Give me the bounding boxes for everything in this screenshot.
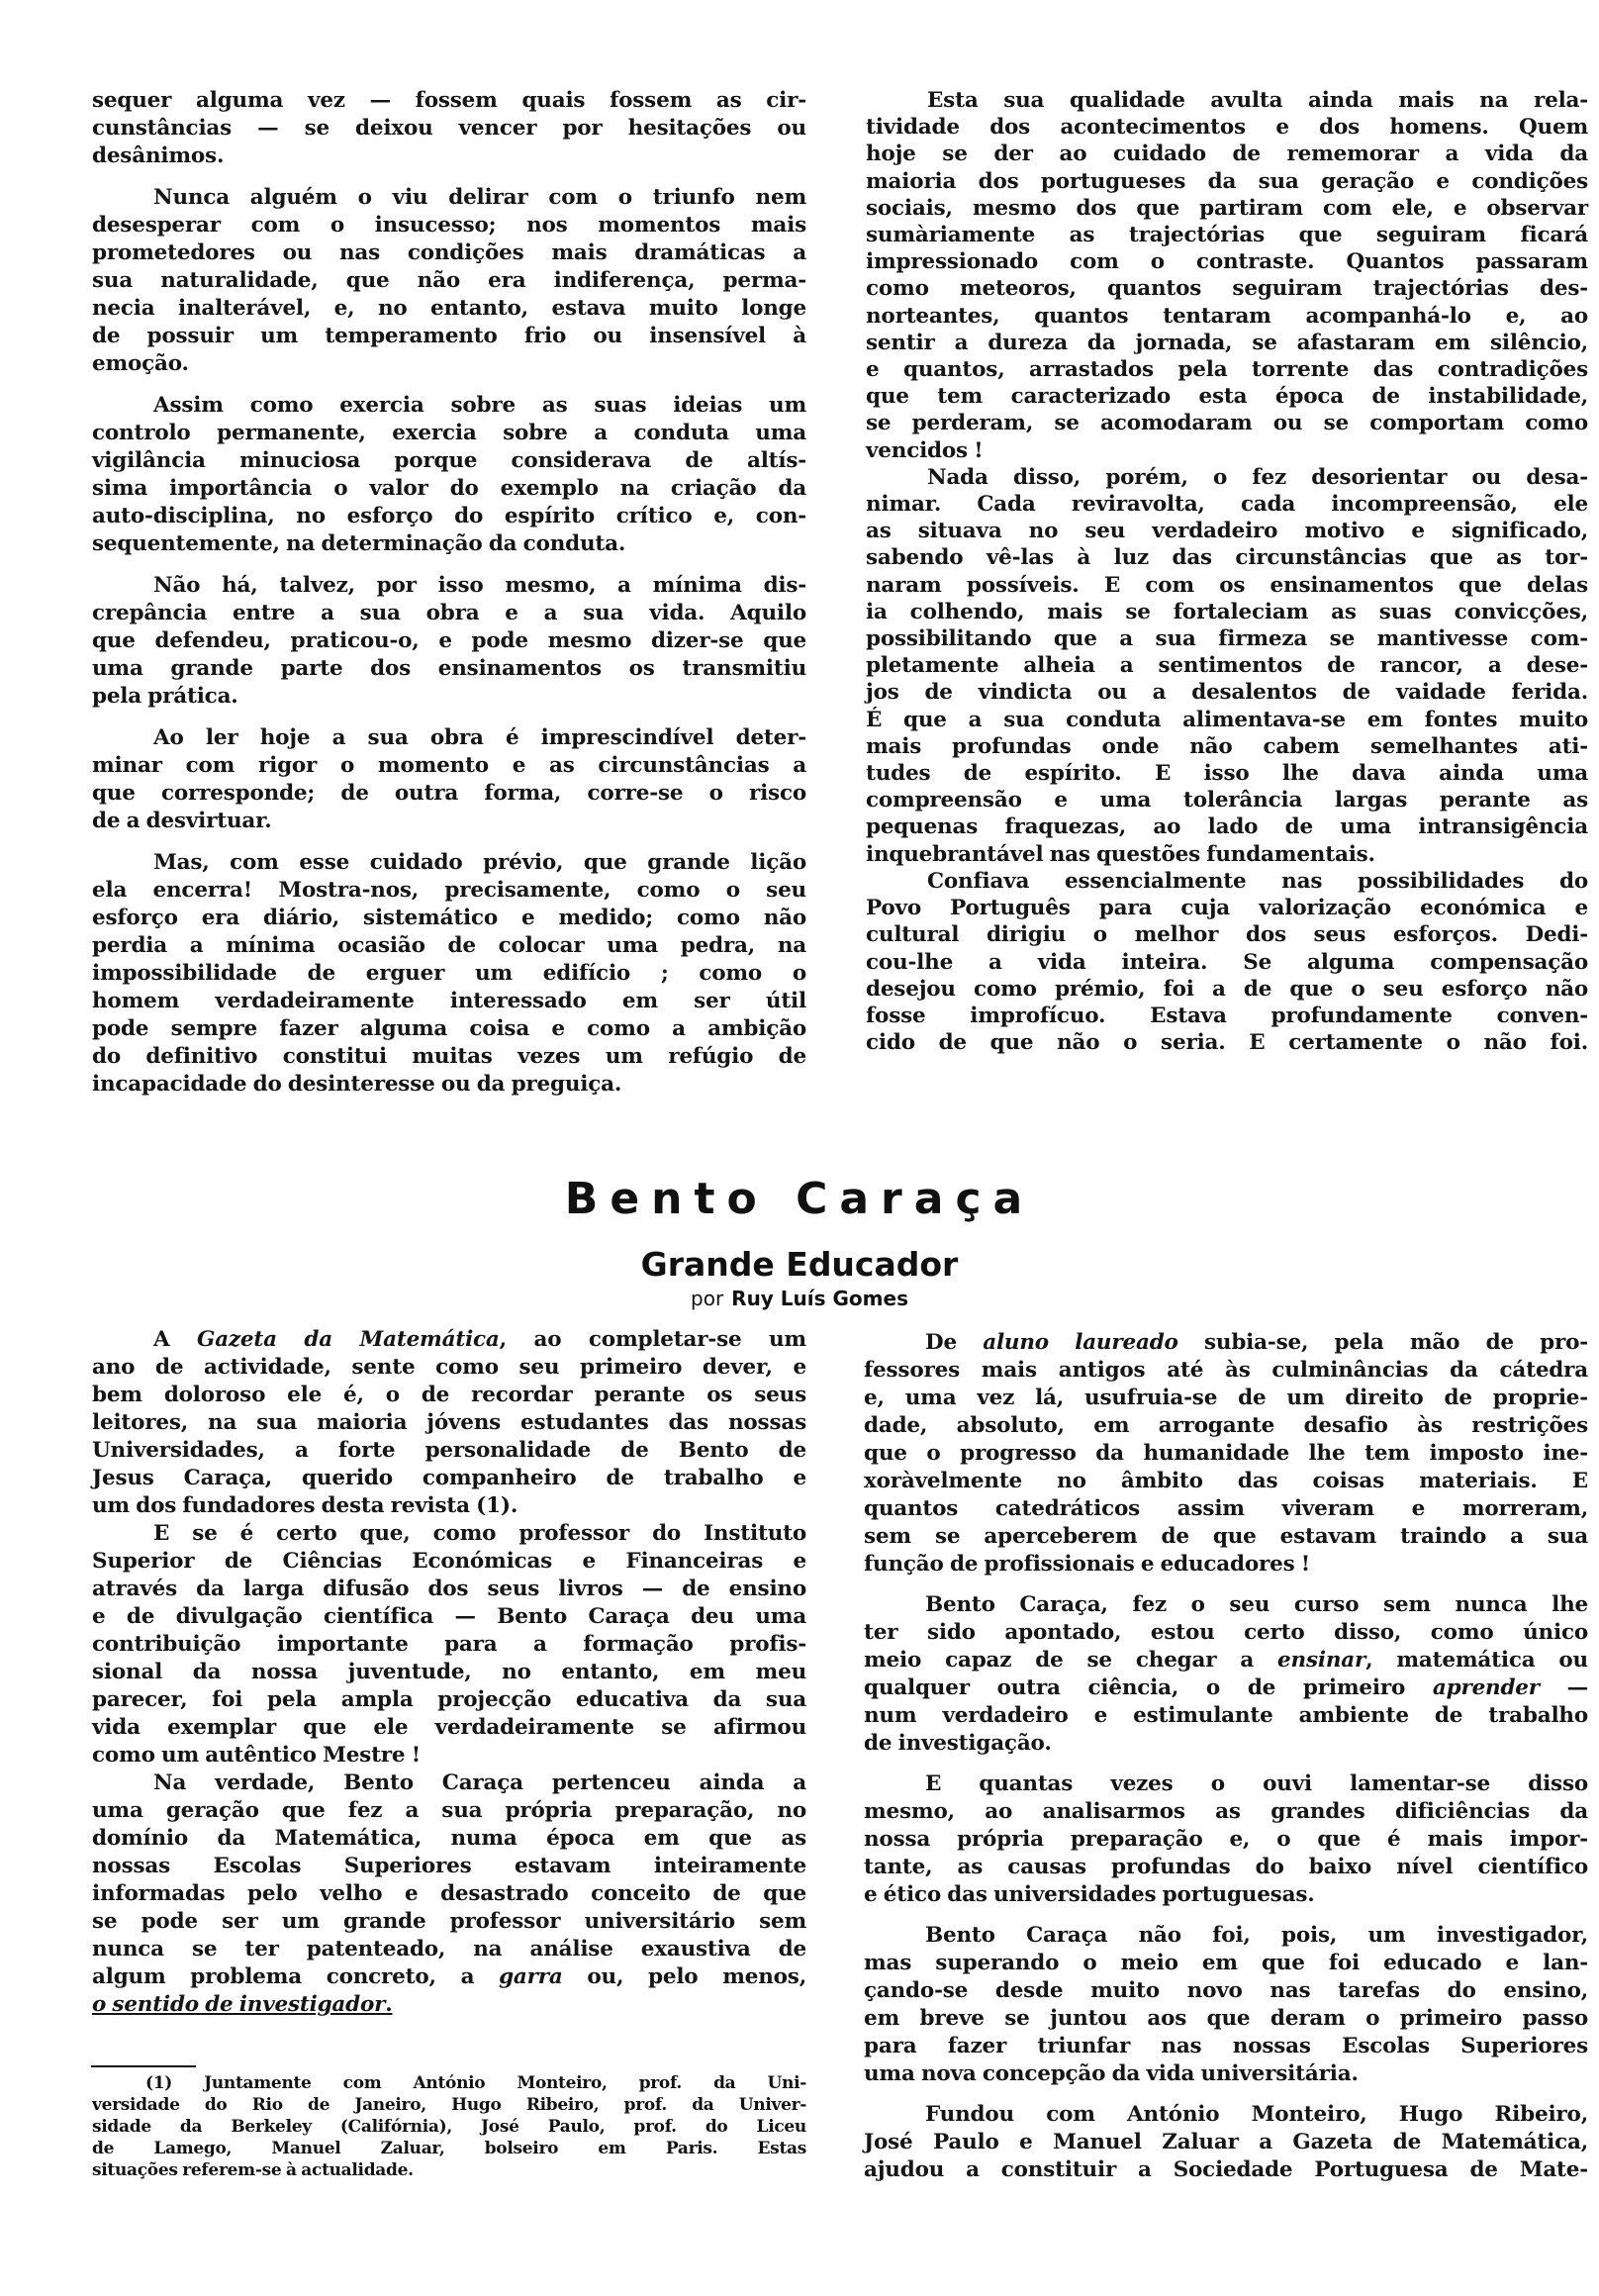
text-line: parecer, foi pela ampla projecção educativa da sua: [92, 1687, 806, 1712]
footnote-line: situações referem-se à actualidade.: [92, 2160, 414, 2180]
text-line: que defendeu, praticou-o, e pode mesmo dizer-se que: [92, 628, 806, 653]
paragraph: [864, 2101, 1588, 2184]
text-line: maioria dos portugueses da sua geração e condições: [866, 168, 1588, 194]
text-line: domínio da Matemática, numa época em que as: [92, 1826, 806, 1851]
paragraph: [864, 1329, 1588, 1578]
text-line: compreensão e uma tolerância largas perante as: [866, 788, 1588, 813]
text-line: pela prática.: [92, 684, 238, 709]
text-line: Nunca alguém o viu delirar com o triunfo nem: [153, 185, 806, 210]
text-line: desesperar com o insucesso; nos momentos mais: [92, 213, 806, 238]
footnote-divider: [91, 2065, 196, 2067]
text-line: sima importância o valor do exemplo na criação da: [92, 476, 806, 501]
text-line: se perderam, se acomodaram ou se comportam como: [866, 411, 1588, 436]
text-line: auto-disciplina, no esforço do espírito crítico e, con-: [92, 504, 806, 528]
text-line: nunca se ter patenteado, na análise exaustiva de: [92, 1937, 806, 1961]
text-line: de possuir um temperamento frio ou insensível à: [92, 324, 806, 348]
text-line: algum problema concreto, a garra ou, pelo menos,: [92, 1964, 806, 1989]
paragraph: [864, 1770, 1588, 1909]
text-line: ano de actividade, sente como seu primeiro dever, e: [92, 1355, 806, 1380]
text-line: nimar. Cada reviravolta, cada incompreensão, ele: [866, 492, 1588, 518]
text-line: ajudou a constituir a Sociedade Portuguesa de Mate-: [864, 2157, 1588, 2182]
text-line: esforço era diário, sistemático e medido; como não: [92, 906, 806, 930]
text-line: como meteoros, quantos seguiram trajectórias des-: [866, 276, 1588, 302]
footnote: [92, 2072, 806, 2181]
text-line: num verdadeiro e estimulante ambiente de trabalho: [864, 1703, 1588, 1728]
lower-left-column: [92, 1326, 806, 2019]
text-line: dade, absoluto, em arrogante desafio às restrições: [864, 1413, 1588, 1438]
text-line: sem se aperceberem de que estavam traindo a sua: [864, 1524, 1588, 1549]
text-line: que corresponde; de outra forma, corre-se o risco: [92, 781, 806, 806]
text-line: Fundou com António Monteiro, Hugo Ribeiro,: [925, 2102, 1588, 2127]
text-line: através da larga difusão dos seus livros — de ensino: [92, 1577, 806, 1601]
text-line: possibilitando que a sua firmeza se mantivesse com-: [866, 626, 1588, 652]
text-line: desejou como prémio, foi a de que o seu esforço não: [866, 976, 1588, 1002]
text-line: sumàriamente as trajectórias que seguiram ficará: [866, 223, 1588, 248]
text-line: tudes de espírito. E isso lhe dava ainda uma: [866, 761, 1588, 787]
text-line: uma geração que fez a sua própria preparação, no: [92, 1798, 806, 1823]
text-line: uma grande parte dos ensinamentos os transmitiu: [92, 656, 806, 681]
text-line: sua naturalidade, que não era indiferença, perma-: [92, 268, 806, 293]
text-line: que o progresso da humanidade lhe tem imposto ine-: [864, 1441, 1588, 1466]
paragraph: [866, 464, 1588, 868]
text-line: homem verdadeiramente interessado em ser útil: [92, 989, 806, 1013]
text-line: inquebrantável nas questões fundamentais.: [866, 841, 1375, 867]
paragraph: [92, 1326, 806, 1520]
paragraph: [92, 724, 806, 835]
text-line: fosse improfícuo. Estava profundamente conven-: [866, 1003, 1588, 1028]
footnote-line: (1) Juntamente com António Monteiro, prof. da Uni-: [145, 2073, 806, 2093]
paragraph: [92, 1770, 806, 2019]
text-line: desânimos.: [92, 144, 225, 168]
text-line: de a desvirtuar.: [92, 809, 272, 833]
text-line: tividade dos acontecimentos e dos homens. Quem: [866, 115, 1588, 141]
text-line: qualquer outra ciência, o de primeiro aprender —: [864, 1675, 1588, 1700]
text-line: cido de que não o seria. E certamente o não foi.: [866, 1030, 1588, 1056]
text-line: se pode ser um grande professor universitário sem: [92, 1909, 806, 1934]
text-line: vencidos !: [866, 437, 984, 463]
text-line: e, uma vez lá, usufruia-se de um direito de proprie-: [864, 1386, 1588, 1410]
text-line: e ético das universidades portuguesas.: [864, 1882, 1315, 1907]
paragraph: [864, 1922, 1588, 2088]
text-line: do definitivo constitui muitas vezes um refúgio de: [92, 1044, 806, 1069]
text-line: mesmo, ao analisarmos as grandes dificiências da: [864, 1799, 1588, 1824]
text-line: o sentido de investigador.: [92, 1992, 393, 2017]
article-subtitle: Grande Educador: [640, 1245, 959, 1284]
text-line: prometedores ou nas condições mais dramáticas a: [92, 240, 806, 265]
text-line: bem doloroso ele é, o de recordar perante os seus: [92, 1383, 806, 1407]
text-line: tante, as causas profundas do baixo nível científico: [864, 1855, 1588, 1879]
text-line: sequer alguma vez — fossem quais fossem as cir-: [92, 88, 806, 113]
paragraph: [92, 392, 806, 558]
text-line: Na verdade, Bento Caraça pertenceu ainda a: [153, 1770, 806, 1795]
text-line: Nada disso, porém, o fez desorientar ou desa-: [927, 464, 1588, 490]
text-line: minar com rigor o momento e as circunstâncias a: [92, 753, 806, 778]
paragraph: [864, 1591, 1588, 1758]
footnote-line: de Lamego, Manuel Zaluar, bolseiro em Paris. Estas: [92, 2139, 806, 2158]
text-line: norteantes, quantos tentaram acompanhá-lo e, ao: [866, 303, 1588, 329]
text-line: É que a sua conduta alimentava-se em fontes muito: [866, 707, 1588, 732]
footnote-line: sidade da Berkeley (Califórnia), José Paulo, prof. do Liceu: [92, 2117, 806, 2137]
text-line: Universidades, a forte personalidade de Bento de: [92, 1438, 806, 1463]
text-line: uma nova concepção da vida universitária.: [864, 2061, 1359, 2086]
text-line: naram possíveis. E com os ensinamentos que delas: [866, 572, 1588, 598]
paragraph: [92, 572, 806, 711]
text-line: mas superando o meio em que foi educado e lan-: [864, 1951, 1588, 1975]
text-line: um dos fundadores desta revista (1).: [92, 1493, 518, 1518]
text-line: sequentemente, na determinação da conduta.: [92, 531, 626, 556]
text-line: Jesus Caraça, querido companheiro de trabalho e: [92, 1466, 806, 1490]
text-line: as situava no seu verdadeiro motivo e significado,: [866, 519, 1588, 544]
text-line: função de profissionais e educadores !: [864, 1552, 1311, 1577]
text-line: vigilância minuciosa porque considerava de altís-: [92, 448, 806, 473]
text-line: Não há, talvez, por isso mesmo, a mínima dis-: [153, 573, 806, 598]
text-line: sabendo vê-las à luz das circunstâncias que as tor-: [866, 545, 1588, 571]
text-line: E quantas vezes o ouvi lamentar-se disso: [925, 1771, 1588, 1796]
text-line: incapacidade do desinteresse ou da preguiça.: [92, 1072, 622, 1097]
author-name: Ruy Luís Gomes: [731, 1287, 908, 1310]
text-line: pode sempre fazer alguma coisa e como a ambição: [92, 1016, 806, 1041]
text-line: emoção.: [92, 351, 189, 376]
text-line: crepância entre a sua obra e a sua vida. Aquilo: [92, 601, 806, 625]
text-line: de investigação.: [864, 1731, 1052, 1756]
text-line: para fazer triunfar nas nossas Escolas Superiores: [864, 2034, 1588, 2058]
text-line: pequenas fraquezas, ao lado de uma intransigência: [866, 814, 1588, 840]
text-line: pletamente alheia a sentimentos de rancor, a dese-: [866, 653, 1588, 679]
paragraph: [866, 87, 1588, 464]
text-line: impressionado com o contraste. Quantos passaram: [866, 249, 1588, 275]
text-line: çando-se desde muito novo nas tarefas do ensino,: [864, 1978, 1588, 2003]
text-line: jos de vindicta ou a desalentos de vaidade ferida.: [866, 680, 1588, 706]
text-line: Bento Caraça não foi, pois, um investigador,: [925, 1923, 1588, 1948]
upper-right-column: [866, 87, 1588, 1056]
paragraph: [92, 849, 806, 1099]
text-line: nossas Escolas Superiores estavam inteiramente: [92, 1854, 806, 1878]
text-line: controlo permanente, exercia sobre a conduta uma: [92, 421, 806, 445]
text-line: Assim como exercia sobre as suas ideias um: [153, 393, 806, 418]
text-line: cou-lhe a vida inteira. Se alguma compensação: [866, 949, 1588, 975]
byline-prefix: por: [691, 1287, 724, 1310]
text-line: E se é certo que, como professor do Instituto: [153, 1521, 806, 1546]
text-line: necia inalterável, e, no entanto, estava muito longe: [92, 296, 806, 321]
text-line: xoràvelmente no âmbito das coisas materiais. E: [864, 1469, 1588, 1493]
footnote-line: versidade do Rio de Janeiro, Hugo Ribeiro, prof. da Univer-: [92, 2095, 806, 2115]
text-line: e de divulgação científica — Bento Caraça deu uma: [92, 1604, 806, 1629]
text-line: que tem caracterizado esta época de instabilidade,: [866, 384, 1588, 410]
text-line: perdia a mínima ocasião de colocar uma pedra, na: [92, 933, 806, 958]
text-line: De aluno laureado subia-se, pela mão de pro-: [925, 1330, 1588, 1355]
text-line: hoje se der ao cuidado de rememorar a vida da: [866, 142, 1588, 167]
text-line: nossa própria preparação e, o que é mais impor-: [864, 1827, 1588, 1852]
text-line: meio capaz de se chegar a ensinar, matemática ou: [864, 1648, 1588, 1673]
text-line: leitores, na sua maioria jóvens estudantes das nossas: [92, 1410, 806, 1435]
text-line: ia colhendo, mais se fortaleciam as suas convicções,: [866, 599, 1588, 624]
text-line: e quantos, arrastados pela torrente das contradições: [866, 357, 1588, 383]
text-line: A Gazeta da Matemática, ao completar-se um: [153, 1327, 806, 1352]
text-line: fessores mais antigos até às culminâncias da cátedra: [864, 1358, 1588, 1383]
text-line: sentir a dureza da jornada, se afastaram em silêncio,: [866, 330, 1588, 355]
text-line: Ao ler hoje a sua obra é imprescindível deter-: [153, 725, 806, 750]
text-line: Povo Português para cuja valorização económica e: [866, 896, 1588, 921]
paragraph: [92, 184, 806, 378]
text-line: vida exemplar que ele verdadeiramente se afirmou: [92, 1715, 806, 1740]
text-line: sional da nossa juventude, no entanto, em meu: [92, 1660, 806, 1684]
text-line: Confiava essencialmente nas possibilidades do: [927, 868, 1588, 894]
text-line: Superior de Ciências Económicas e Financeiras e: [92, 1549, 806, 1574]
text-line: Bento Caraça, fez o seu curso sem nunca lhe: [925, 1592, 1588, 1617]
paragraph: [92, 1520, 806, 1770]
text-line: cultural dirigiu o melhor dos seus esforços. Dedi-: [866, 922, 1588, 948]
text-line: cunstâncias — se deixou vencer por hesitações ou: [92, 116, 806, 141]
text-line: José Paulo e Manuel Zaluar a Gazeta de Matemática,: [864, 2130, 1588, 2154]
text-line: quantos catedráticos assim viveram e morreram,: [864, 1496, 1588, 1521]
text-line: mais profundas onde não cabem semelhantes ati-: [866, 733, 1588, 759]
text-line: Mas, com esse cuidado prévio, que grande lição: [153, 850, 806, 875]
text-line: Esta sua qualidade avulta ainda mais na rela-: [927, 88, 1588, 113]
article-title: Bento Caraça: [564, 1174, 1035, 1224]
text-line: contribuição importante para a formação profis-: [92, 1632, 806, 1657]
text-line: ter sido apontado, estou certo disso, como único: [864, 1620, 1588, 1645]
text-line: em breve se juntou aos que deram o primeiro passo: [864, 2006, 1588, 2031]
text-line: ela encerra! Mostra-nos, precisamente, como o seu: [92, 878, 806, 903]
upper-left-column: [92, 87, 806, 1112]
text-line: como um autêntico Mestre !: [92, 1743, 421, 1768]
lower-right-column: [864, 1329, 1588, 2197]
text-line: impossibilidade de erguer um edifício ; como o: [92, 961, 806, 986]
article-byline: [0, 1287, 1599, 1310]
text-line: sociais, mesmo dos que partiram com ele, e observar: [866, 195, 1588, 221]
paragraph: [92, 87, 806, 170]
paragraph: [866, 868, 1588, 1056]
text-line: informadas pelo velho e desastrado conceito de que: [92, 1881, 806, 1906]
